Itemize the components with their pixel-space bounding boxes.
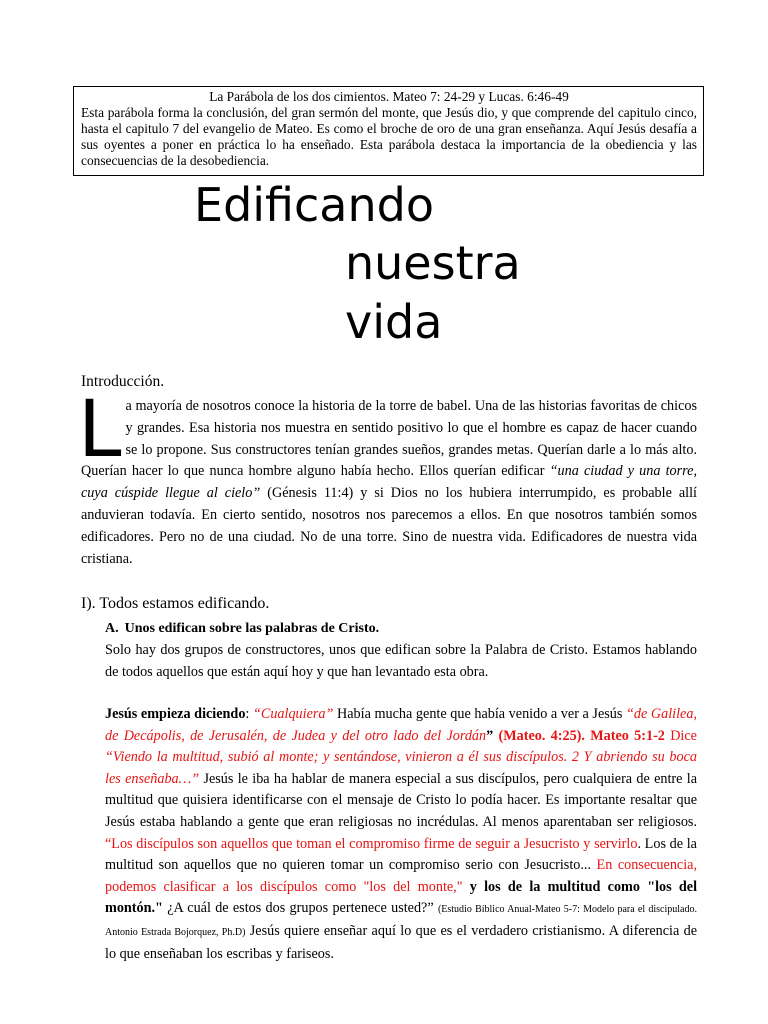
p2-citation: (Estudio Bíblico Anual-Mateo 5-7: Modelo para el discipulado. Antonio Estrada Bojorquez, Ph.D) bbox=[105, 904, 697, 938]
p2-colon: : bbox=[245, 706, 253, 722]
p2-red-discipulos: “Los discípulos son aquellos que toman el compromiso firme de seguir a Jesucristo y servirlo bbox=[105, 835, 638, 852]
intro-text-a: a mayoría de nosotros conoce la historia de la torre de babel. Una de las historias favoritas de chicos y grandes. Esa historia nos muestra en sentido positivo lo que el hombre es capaz de hacer cuando se lo propone. Sus constructores tenían grandes sueños, grandes metas. Querían darle a lo más alto. Querían hacer lo que nunca hombre alguno había hecho. Ellos querían edificar bbox=[81, 398, 697, 480]
p2-lead: Jesús empieza diciendo bbox=[105, 706, 246, 722]
section-1-paragraph-2 bbox=[105, 704, 697, 965]
p2-bold-monton: y los de la multitud como "los del montón." bbox=[105, 878, 698, 917]
intro-heading: Introducción. bbox=[81, 373, 165, 390]
p2-text-2: Jesús le iba ha hablar de manera especial a sus discípulos, pero cualquiera de entre la multitud que quisiera identificarse con el mensaje de Cristo lo podía hacer. Es importante resaltar que Jesús estaba hablando a gente que eran religiosas no incrédulas. Al menos aparentaban ser religiosos. bbox=[105, 770, 697, 830]
header-box-title: La Parábola de los dos cimientos. Mateo 7: 24-29 y Lucas. 6:46-49 bbox=[209, 89, 569, 104]
p2-text-4: ¿A cuál de estos dos grupos pertenece usted?” bbox=[162, 900, 438, 917]
document-title-line-2: nuestra bbox=[345, 236, 521, 290]
subsection-a-heading bbox=[105, 620, 379, 638]
intro-paragraph bbox=[78, 385, 697, 570]
p2-text-3: . Los de la multitud son aquellos que no quieren tomar un compromiso serio con Jesucristo... bbox=[105, 835, 697, 874]
p2-text-1: Había mucha gente que había venido a ver a Jesús bbox=[333, 706, 626, 722]
drop-cap: L bbox=[78, 385, 122, 475]
document-title-line-3: vida bbox=[345, 295, 443, 349]
intro-text-b: (Génesis 11:4) y si Dios no los hubiera interrumpido, es probable allí anduvieran todavía. En cierto sentido, nosotros nos parecemos a ellos. En que nosotros también somos edificadores. Pero no de una ciudad. No de una torre. Sino de nuestra vida. Edificadores de nuestra vida cristiana. bbox=[81, 485, 697, 567]
header-box bbox=[73, 86, 704, 176]
subsection-a-label: A. bbox=[105, 621, 119, 636]
p2-reference-mateo: (Mateo. 4:25). Mateo 5:1-2 bbox=[493, 727, 665, 744]
p2-quote-close: ” bbox=[486, 727, 494, 744]
header-box-text: Esta parábola forma la conclusión, del gran sermón del monte, que Jesús dio, y que comprende del capitulo cinco, hasta el capitulo 7 del evangelio de Mateo. Es como el broche de oro de una gran enseñanza. Aquí Jesús desafía a sus oyentes a poner en práctica lo ha enseñado. Esta parábola destaca la importancia de la obediencia y las consecuencias de la desobediencia. bbox=[81, 105, 697, 168]
p2-quote-galilea: “de Galilea, de Decápolis, de Jerusalén, de Judea y del otro lado del Jordán bbox=[105, 706, 697, 744]
section-1-paragraph-1: Solo hay dos grupos de constructores, unos que edifican sobre la Palabra de Cristo. Estamos hablando de todos aquellos que están aquí hoy y que han levantado esta obra. bbox=[105, 642, 697, 680]
p2-quote-multitud: “Viendo la multitud, subió al monte; y sentándose, vinieron a él sus discípulos. 2 Y abriendo su boca les enseñaba…” bbox=[105, 749, 697, 787]
p2-red-consecuencia: En consecuencia, podemos clasificar a los discípulos como "los del monte," bbox=[105, 857, 697, 895]
intro-quote: “una ciudad y una torre, cuya cúspide llegue al cielo” bbox=[81, 463, 697, 502]
p2-dice: Dice bbox=[664, 727, 697, 744]
subsection-a-title: Unos edifican sobre las palabras de Cristo. bbox=[124, 621, 380, 636]
section-1-heading: I). Todos estamos edificando. bbox=[81, 595, 270, 612]
p2-text-5: Jesús quiere enseñar aquí lo que es el verdadero cristianismo. A diferencia de lo que enseñaban los escribas y fariseos. bbox=[105, 922, 697, 962]
document-title-line-1: Edificando bbox=[194, 178, 434, 232]
p2-quote-cualquiera: “Cualquiera” bbox=[252, 706, 334, 722]
